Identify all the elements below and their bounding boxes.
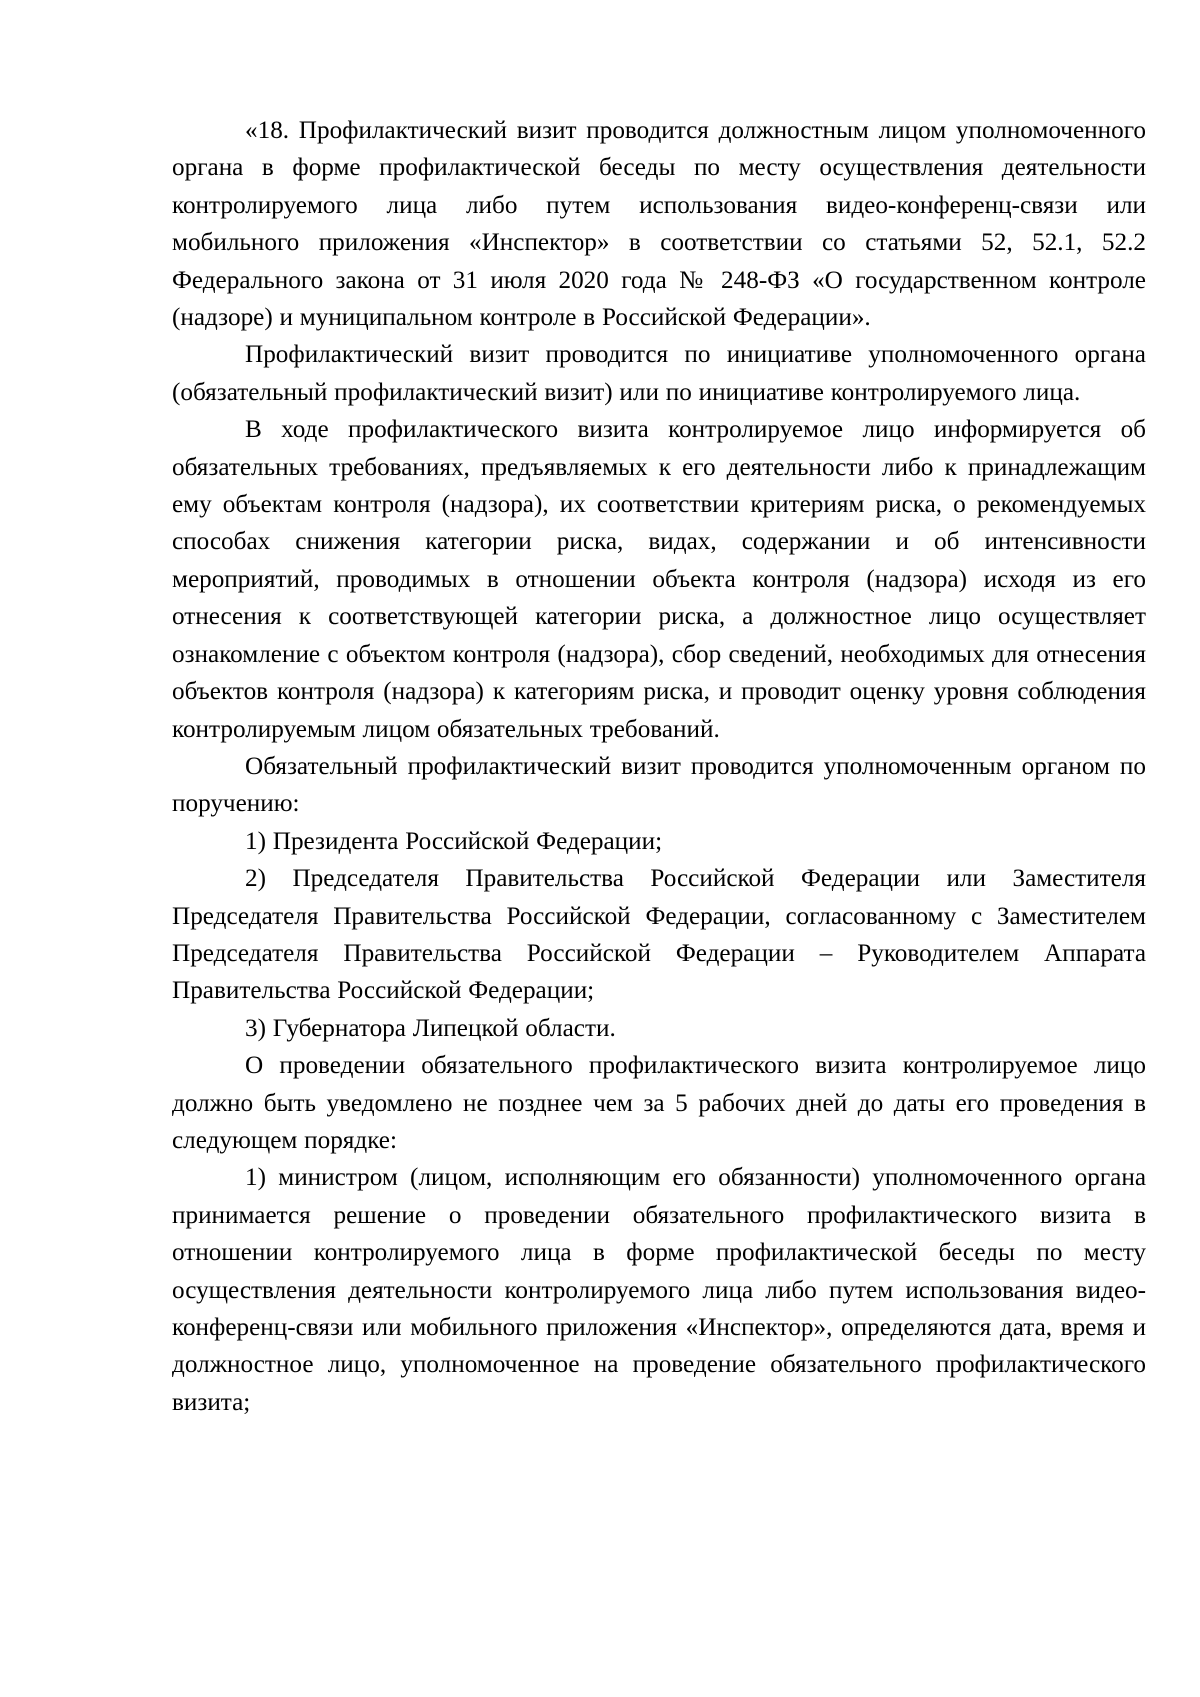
paragraph-mandatory-visit: Обязательный профилактический визит проводится уполномоченным органом по поручению: — [172, 752, 1146, 818]
document-page — [172, 112, 1146, 1421]
paragraph-notification-order: О проведении обязательного профилактического визита контролируемое лицо должно быть уведомлено не позднее чем за 5 рабочих дней до даты его проведения в следующем порядке: — [172, 1052, 1146, 1154]
list-item-president: 1) Президента Российской Федерации; — [245, 827, 663, 855]
paragraph-visit-initiative: Профилактический визит проводится по инициативе уполномоченного органа (обязательный профилактический визит) или по инициативе контролируемого лица. — [172, 341, 1146, 406]
list-item-government-chairman: 2) Председателя Правительства Российской Федерации или Заместителя Председателя Правительства Российской Федерации, согласованному с Заместителем Председателя Правительства Российской Федерации – Руководителем Аппарата Правительства Российской Федерации; — [172, 865, 1146, 1005]
list-item-minister-decision: 1) министром (лицом, исполняющим его обязанности) уполномоченного органа принимается решение о проведении обязательного профилактического визита в отношении контролируемого лица в форме профилактической беседы по месту осуществления деятельности контролируемого лица либо путем использования видео-конференц-связи или мобильного приложения «Инспектор», определяются дата, время и должностное лицо, уполномоченное на проведение обязательного профилактического визита; — [172, 1164, 1146, 1416]
list-item-governor: 3) Губернатора Липецкой области. — [245, 1014, 616, 1042]
paragraph-clause-18: «18. Профилактический визит проводится должностным лицом уполномоченного органа в форме профилактической беседы по месту осуществления деятельности контролируемого лица либо путем использования видео-конференц-связи или мобильного приложения «Инспектор» в соответствии со статьями 52, 52.1, 52.2 Федерального закона от 31 июля 2020 года № 248-ФЗ «О государственном контроле (надзоре) и муниципальном контроле в Российской Федерации». — [172, 117, 1146, 332]
paragraph-visit-content: В ходе профилактического визита контролируемое лицо информируется об обязательных требованиях, предъявляемых к его деятельности либо к принадлежащим ему объектам контроля (надзора), их соответствии критериям риска, о рекомендуемых способах снижения категории риска, видах, содержании и об интенсивности мероприятий, проводимых в отношении объекта контроля (надзора) исходя из его отнесения к соответствующей категории риска, а должностное лицо осуществляет ознакомление с объектом контроля (надзора), сбор сведений, необходимых для отнесения объектов контроля (надзора) к категориям риска, и проводит оценку уровня соблюдения контролируемым лицом обязательных требований. — [172, 416, 1146, 743]
